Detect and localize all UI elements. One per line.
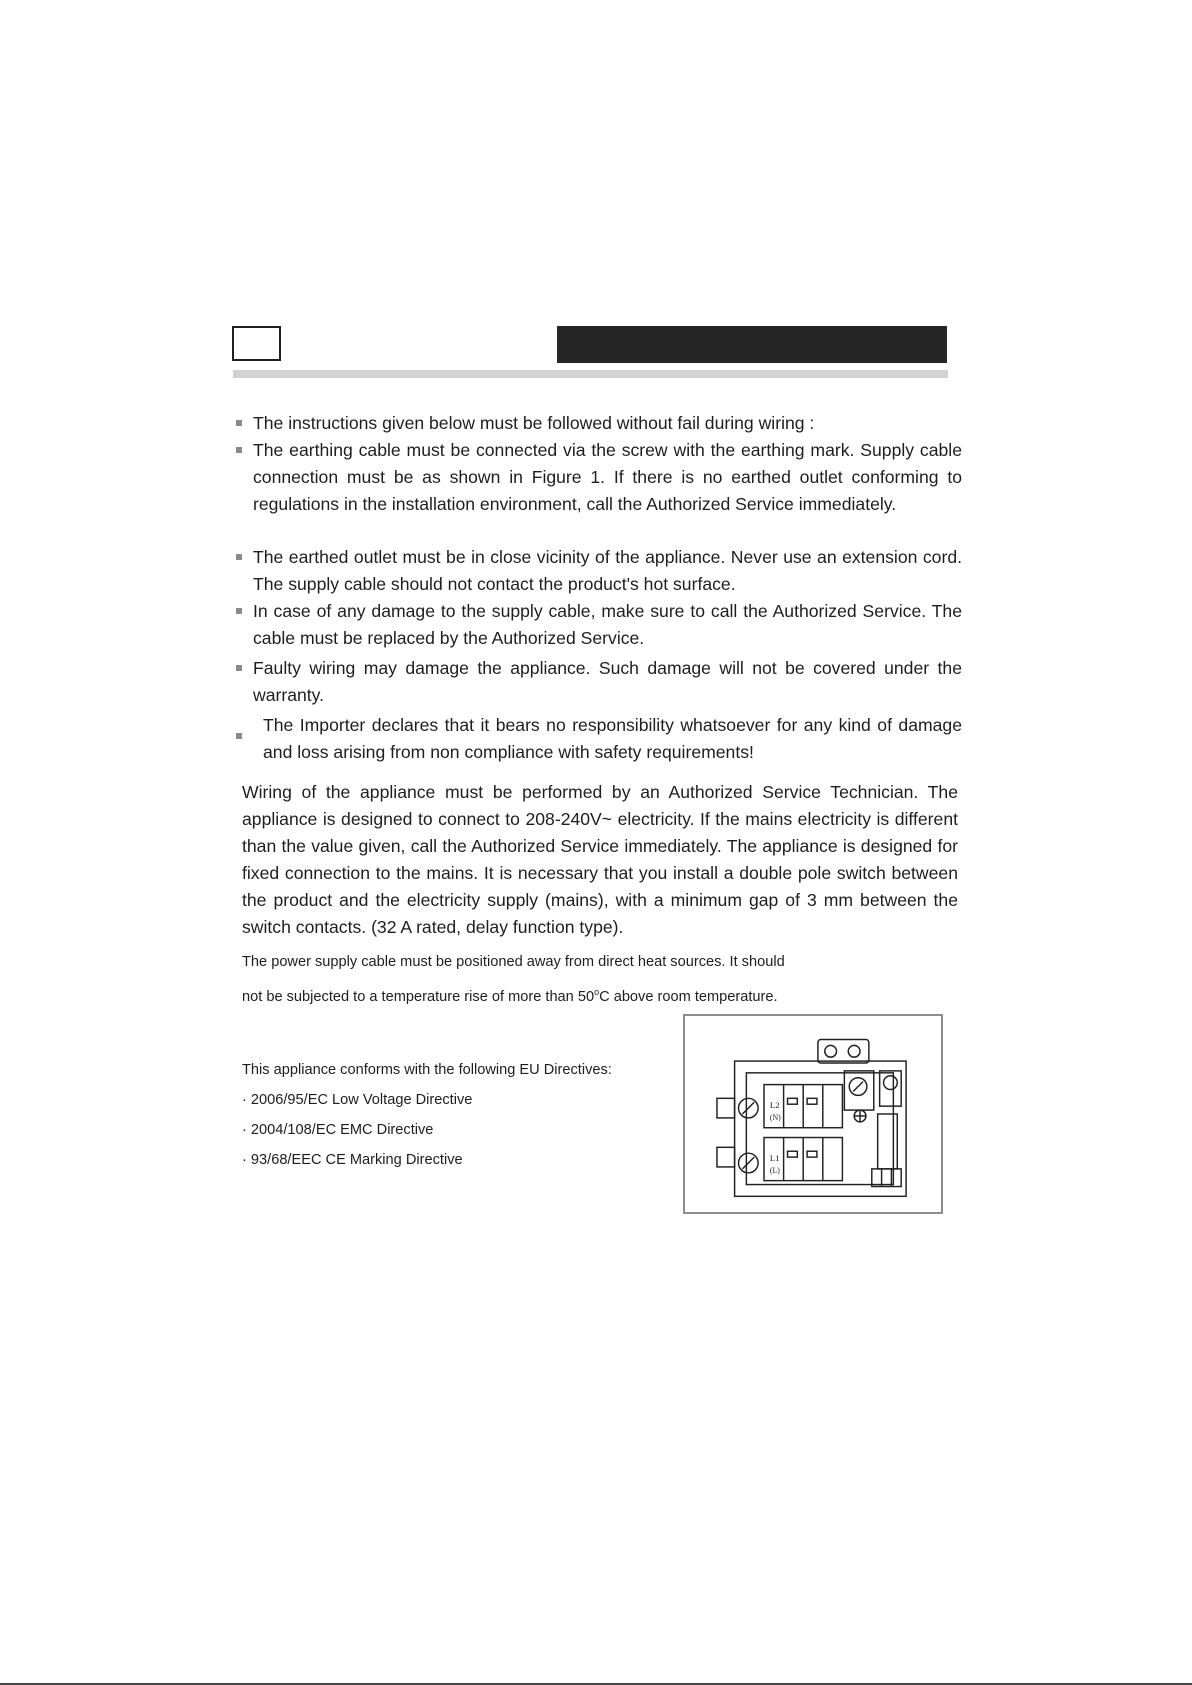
list-item: In case of any damage to the supply cable, make sure to call the Authorized Service. The cable must be replaced by the Authorized Service. xyxy=(234,598,962,652)
bullet-square-icon xyxy=(236,665,242,671)
terminal-label-top: L2 xyxy=(769,1100,780,1111)
terminal-sublabel-bottom: (L) xyxy=(769,1165,780,1175)
list-item: Faulty wiring may damage the appliance. Such damage will not be covered under the warranty. xyxy=(234,655,962,709)
list-item: The earthing cable must be connected via the screw with the earthing mark. Supply cable connection must be as shown in Figure 1. If there is no earthed outlet conforming to regulations in the installation environment, call the Authorized Service immediately. xyxy=(234,437,962,518)
bullet-square-icon xyxy=(236,733,242,739)
directive-item: · 93/68/EEC CE Marking Directive xyxy=(242,1152,463,1168)
bullet-square-icon xyxy=(236,420,242,426)
page-number-box xyxy=(232,326,281,361)
terminal-sublabel-top: (N) xyxy=(769,1112,781,1122)
bullet-square-icon xyxy=(236,447,242,453)
section-header-bar xyxy=(557,326,947,363)
wiring-instructions-list xyxy=(234,410,962,766)
bullet-square-icon xyxy=(236,608,242,614)
list-item: The Importer declares that it bears no responsibility whatsoever for any kind of damage and loss arising from non compliance with safety requirements! xyxy=(234,712,962,766)
terminal-label-bottom: L1 xyxy=(769,1153,780,1164)
header-divider xyxy=(233,370,948,378)
list-item: The earthed outlet must be in close vicinity of the appliance. Never use an extension cord. The supply cable should not contact the product's hot surface. xyxy=(234,544,962,598)
directive-item: · 2004/108/EC EMC Directive xyxy=(242,1122,434,1138)
heat-paragraph: The power supply cable must be positioned away from direct heat sources. It should not be subjected to a temperature rise of more than 50$^o$C above room temperature. xyxy=(242,954,785,1005)
bullet-square-icon xyxy=(236,554,242,560)
list-item: The instructions given below must be followed without fail during wiring : xyxy=(234,410,962,437)
terminal-block-diagram xyxy=(685,1016,941,1212)
terminal-block-figure xyxy=(683,1014,943,1214)
directives-intro: This appliance conforms with the following EU Directives: xyxy=(242,1062,612,1078)
directive-item: · 2006/95/EC Low Voltage Directive xyxy=(242,1092,473,1108)
wiring-paragraph: Wiring of the appliance must be performed by an Authorized Service Technician. The appliance is designed to connect to 208-240V~ electricity. If the mains electricity is different than the value given, call the Authorized Service immediately. The appliance is designed for fixed connection to the mains. It is necessary that you install a double pole switch between the product and the electricity supply (mains), with a minimum gap of 3 mm between the switch contacts. (32 A rated, delay function type). xyxy=(242,782,958,937)
